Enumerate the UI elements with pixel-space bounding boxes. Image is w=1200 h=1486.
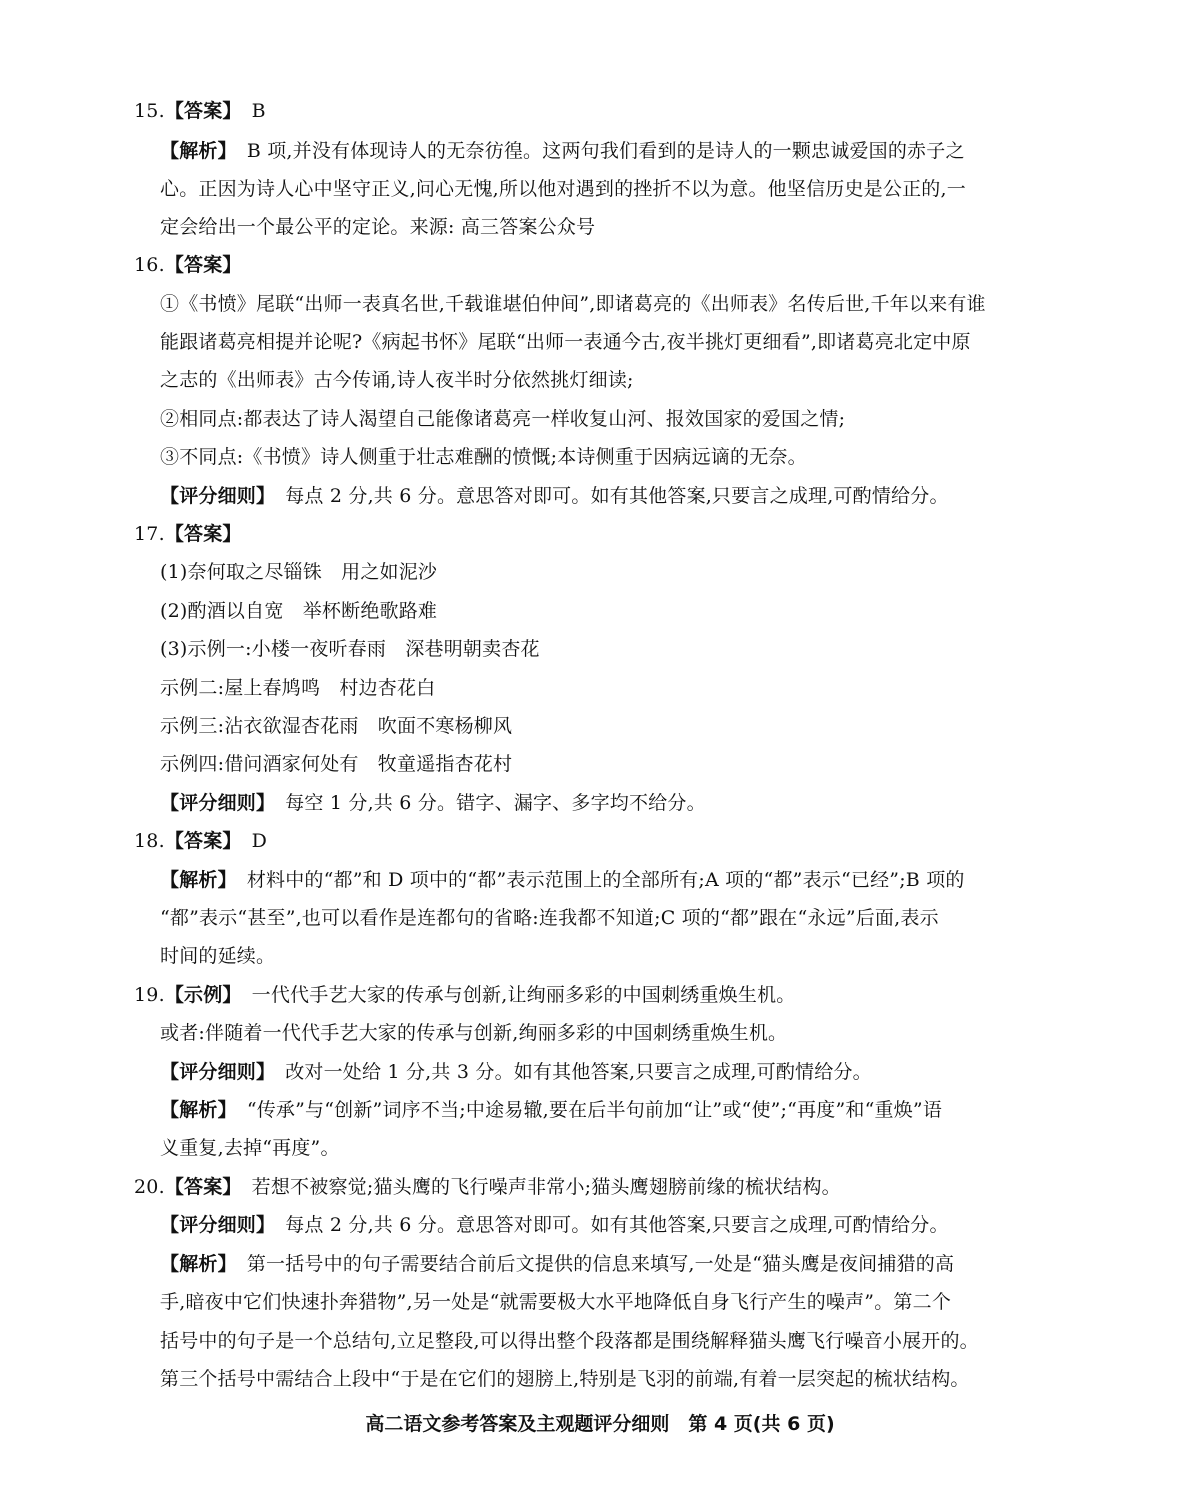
rubric-text: 每点 2 分,共 6 分。意思答对即可。如有其他答案,只要言之成理,可酌情给分。 [285,1214,949,1236]
page-footer: 高二语文参考答案及主观题评分细则 第 4 页(共 6 页) [365,1413,835,1435]
answer-text: B [251,100,266,122]
q19-example-line [134,983,795,1007]
q17-example-4: 示例四:借问酒家何处有 牧童遥指杏花村 [160,753,513,775]
q18-analysis-line-3: 时间的延续。 [160,945,276,967]
rubric-tag: 【评分细则】 [160,1214,276,1236]
question-number: 18. [134,830,165,852]
q15-analysis-line-1 [160,139,965,163]
q19-rubric-line [160,1060,872,1084]
analysis-text: 第一括号中的句子需要结合前后文提供的信息来填写,一处是“猫头鹰是夜间捕猎的高 [246,1253,955,1275]
q20-rubric-line [160,1213,949,1237]
q17-answer-3: (3)示例一:小楼一夜听春雨 深巷明朝卖杏花 [160,638,540,660]
rubric-text: 每点 2 分,共 6 分。意思答对即可。如有其他答案,只要言之成理,可酌情给分。 [285,485,949,507]
question-number: 17. [134,523,165,545]
q16-answer-line [134,253,242,277]
example-tag: 【示例】 [164,984,242,1006]
q16-point-3: ③不同点:《书愤》诗人侧重于壮志难酬的愤慨;本诗侧重于因病远谪的无奈。 [160,446,807,468]
q19-analysis-line-2: 义重复,去掉“再度”。 [160,1137,340,1159]
q20-answer-line [134,1175,841,1199]
q16-point-1-line-1: ①《书愤》尾联“出师一表真名世,千载谁堪伯仲间”,即诸葛亮的《出师表》名传后世,千年以来有谁 [160,293,986,315]
q17-example-2: 示例二:屋上春鸠鸣 村边杏花白 [160,677,436,699]
q18-analysis-line-2: “都”表示“甚至”,也可以看作是连都句的省略:连我都不知道;C 项的“都”跟在“永远”后面,表示 [160,907,939,929]
question-number: 16. [134,254,165,276]
q16-point-1-line-2: 能跟诸葛亮相提并论呢?《病起书怀》尾联“出师一表通今古,夜半挑灯更细看”,即诸葛亮北定中原 [160,331,971,353]
q15-analysis-line-3: 定会给出一个最公平的定论。来源: 高三答案公众号 [160,216,596,238]
question-number: 19. [134,984,165,1006]
q20-analysis-line-3: 括号中的句子是一个总结句,立足整段,可以得出整个段落都是围绕解释猫头鹰飞行噪音小展开的。 [160,1330,979,1352]
q16-point-1-line-3: 之志的《出师表》古今传诵,诗人夜半时分依然挑灯细读; [160,369,634,391]
q16-rubric-line [160,484,949,508]
q19-analysis-line-1 [160,1098,942,1122]
analysis-tag: 【解析】 [160,1253,237,1275]
q15-answer-line [134,99,266,123]
q17-answer-line [134,522,242,546]
analysis-text: “传承”与“创新”词序不当;中途易辙,要在后半句前加“让”或“使”;“再度”和“重焕”语 [246,1099,943,1121]
q17-rubric-line [160,791,706,815]
q17-answer-1: (1)奈何取之尽锱铢 用之如泥沙 [160,561,438,583]
question-number: 20. [134,1176,165,1198]
answer-text: D [251,830,268,852]
q18-answer-line [134,829,267,853]
analysis-tag: 【解析】 [160,140,237,162]
example-text: 一代代手艺大家的传承与创新,让绚丽多彩的中国刺绣重焕生机。 [251,984,796,1006]
q20-analysis-line-4: 第三个括号中需结合上段中“于是在它们的翅膀上,特别是飞羽的前端,有着一层突起的梳状结构。 [160,1368,970,1390]
q17-example-3: 示例三:沾衣欲湿杏花雨 吹面不寒杨柳风 [160,715,513,737]
rubric-tag: 【评分细则】 [160,1061,276,1083]
rubric-text: 每空 1 分,共 6 分。错字、漏字、多字均不给分。 [285,792,706,814]
q20-analysis-line-1 [160,1252,954,1276]
answer-tag: 【答案】 [164,1176,242,1198]
answer-text: 若想不被察觉;猫头鹰的飞行噪声非常小;猫头鹰翅膀前缘的梳状结构。 [251,1176,841,1198]
answer-tag: 【答案】 [164,254,242,276]
answer-tag: 【答案】 [164,100,242,122]
answer-tag: 【答案】 [164,830,242,852]
q20-analysis-line-2: 手,暗夜中它们快速扑奔猎物”,另一处是“就需要极大水平地降低自身飞行产生的噪声”。第二个 [160,1291,952,1313]
analysis-text: B 项,并没有体现诗人的无奈彷徨。这两句我们看到的是诗人的一颗忠诚爱国的赤子之 [246,140,965,162]
rubric-tag: 【评分细则】 [160,792,276,814]
question-number: 15. [134,100,165,122]
q18-analysis-line-1 [160,868,965,892]
q19-alternative: 或者:伴随着一代代手艺大家的传承与创新,绚丽多彩的中国刺绣重焕生机。 [160,1022,788,1044]
q15-analysis-line-2: 心。正因为诗人心中坚守正义,问心无愧,所以他对遇到的挫折不以为意。他坚信历史是公正的,一 [160,178,966,200]
rubric-tag: 【评分细则】 [160,485,276,507]
answer-tag: 【答案】 [164,523,242,545]
rubric-text: 改对一处给 1 分,共 3 分。如有其他答案,只要言之成理,可酌情给分。 [285,1061,872,1083]
q16-point-2: ②相同点:都表达了诗人渴望自己能像诸葛亮一样收复山河、报效国家的爱国之情; [160,408,846,430]
q17-answer-2: (2)酌酒以自宽 举杯断绝歌路难 [160,600,438,622]
analysis-tag: 【解析】 [160,869,237,891]
analysis-text: 材料中的“都”和 D 项中的“都”表示范围上的全部所有;A 项的“都”表示“已经”;B 项的 [246,869,965,891]
analysis-tag: 【解析】 [160,1099,237,1121]
